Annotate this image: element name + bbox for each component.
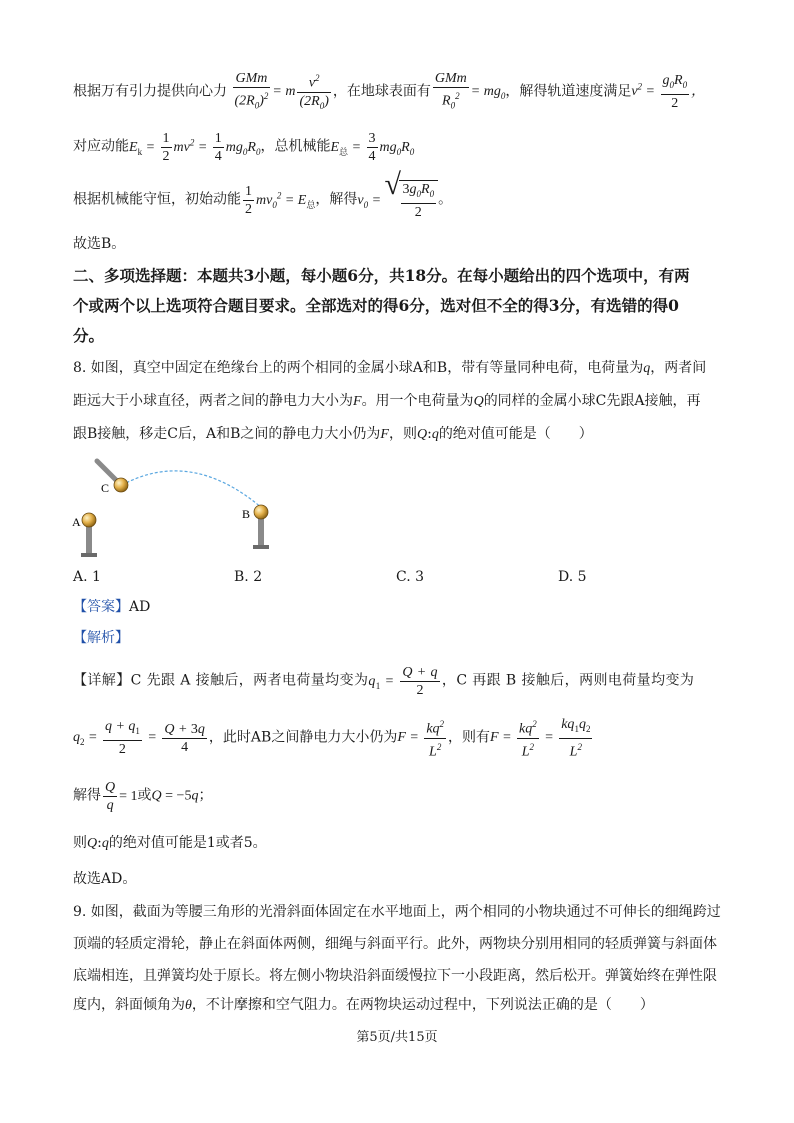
text-prefix: 根据机械能守恒，初始动能 [73, 191, 241, 208]
ball-b-stand [253, 505, 269, 549]
text-prefix: 对应动能 [73, 138, 129, 155]
detail-text: C 先跟 A 接触后，两者电荷量均变为 [130, 672, 369, 689]
dashed-arc [122, 471, 262, 508]
detail-text: ，C 再跟 B 接触后，两则电荷量均变为 [441, 672, 695, 689]
q8-text: ，则 [388, 426, 417, 442]
option-b: B. 2 [234, 569, 263, 585]
q9-line2: 顶端的轻质定滑轮，静止在斜面体两侧，细绳与斜面平行。此外，两物块分别用相同的轻质弹簧与斜面体 [73, 936, 717, 952]
q8-text: 的绝对值可能是（ ） [438, 426, 593, 442]
text-mid: ，解得 [315, 191, 358, 208]
q8-figure [70, 456, 290, 561]
solve-line: 解得 $\frac{Q}{q}$ = 1或Q = −5q； [73, 780, 213, 813]
solve-text: ； [198, 787, 213, 804]
q8-line1: 8. 如图，真空中固定在绝缘台上的两个相同的金属小球A和B，带有等量同种电荷，电荷量为q，两者间 [73, 360, 707, 376]
text-prefix: 根据万有引力提供向心力 [73, 83, 227, 100]
choice-b-line: 故选B。 [73, 236, 126, 252]
solve-text: 解得 [73, 787, 101, 804]
section-heading-line2: 个或两个以上选项符合题目要求。全部选对的得6分，选对但不全的得3分，有选错的得0 [73, 296, 679, 315]
ball-a-stand [81, 513, 97, 557]
label-c: C [101, 481, 110, 495]
solve-text: 或 [137, 787, 152, 804]
option-a: A. 1 [73, 569, 101, 585]
text-suffix: 。 [438, 191, 453, 208]
q8-text: ，两者间 [650, 360, 707, 376]
option-c: C. 3 [396, 569, 425, 585]
answer-line [73, 597, 150, 617]
q8-line2: 距远大于小球直径，两者之间的静电力大小为F。用一个电荷量为Q的同样的金属小球C先跟A接触，再 [73, 393, 701, 409]
text-mid: ，在地球表面有 [332, 83, 431, 100]
conclusion-text: 则 [73, 835, 87, 851]
solution-line-conservation: 根据机械能守恒，初始动能 $\frac{1}{2}$ $mv_0^2 = E_总$，解得$v_0$ = √ $\frac{3g_0R_0}{2}$ 。 [73, 180, 452, 221]
detail-line1: 【详解】C 先跟 A 接触后，两者电荷量均变为$q_1$ = $\frac{Q + q}{2}$ ，C 再跟 B 接触后，两则电荷量均变为 [73, 665, 695, 698]
detail-line2: $q_2$ = $\frac{q + q_1}{2}$ = $\frac{Q + 3q}{4}$ ，此时AB之间静电力大小仍为F = $\frac{kq^2}{L^2}$ ，则有F = $\frac{kq^2}{L^2}$ = $\frac{kq_1q_2}{L^2}$ [73, 717, 591, 760]
q8-text: 距远大于小球直径，两者之间的静电力大小为 [73, 393, 353, 409]
q8-line3: 跟B接触，移走C后，A和B之间的静电力大小仍为F，则Q:q的绝对值可能是（ ） [73, 426, 593, 442]
option-d: D. 5 [558, 569, 587, 585]
answer-value: AD [129, 599, 151, 615]
conclusion-line: 则Q:q的绝对值可能是1或者5。 [73, 835, 267, 851]
choice-ad-line: 故选AD。 [73, 871, 137, 887]
label-b: B [242, 507, 251, 521]
detail-text: ，则有 [448, 729, 491, 746]
label-a: A [72, 515, 81, 529]
page-footer: 第5页/共15页 [356, 1030, 438, 1045]
text-mid2: ，解得轨道速度满足 [505, 83, 632, 100]
q8-text: 跟B接触，移走C后，A和B之间的静电力大小仍为 [73, 426, 381, 442]
detail-tag: 【详解】 [73, 672, 131, 689]
q9-text: 度内，斜面倾角为 [73, 997, 185, 1013]
q9-line3: 底端相连，且弹簧均处于原长。将左侧小物块沿斜面缓慢拉下一小段距离，然后松开。弹簧始终在弹性限 [73, 968, 717, 984]
detail-text: ，此时AB之间静电力大小仍为 [208, 729, 398, 746]
section-heading-line3: 分。 [73, 326, 105, 345]
q8-text: 8. 如图，真空中固定在绝缘台上的两个相同的金属小球A和B，带有等量同种电荷，电荷量为 [73, 360, 644, 376]
answer-tag: 【答案】 [73, 599, 129, 615]
q8-text: 。用一个电荷量为 [361, 393, 474, 409]
q8-text: 的同样的金属小球C先跟A接触，再 [483, 393, 701, 409]
solution-line-gravity: 根据万有引力提供向心力 $\frac{\text{GMm}}{(2R_0)^2}$ = m $\frac{v^2}{(2R_0)}$ ，在地球表面有 $\frac{\text{GMm}}{R_0^2}$ = $mg_0$，解得轨道速度满足$v^2$ = $\frac{g_0R_0}{2}$ ， [73, 71, 706, 112]
q9-line1: 9. 如图，截面为等腰三角形的光滑斜面体固定在水平地面上，两个相同的小物块通过不可伸长的细绳跨过 [73, 904, 721, 920]
section-heading-line1: 二、多项选择题：本题共3小题，每小题6分，共18分。在每小题给出的四个选项中，有两 [73, 266, 690, 285]
analysis-tag: 【解析】 [73, 630, 129, 646]
q9-line4: 度内，斜面倾角为θ，不计摩擦和空气阻力。在两物块运动过程中，下列说法正确的是（ ） [73, 997, 654, 1013]
text-mid: ，总机械能 [260, 138, 331, 155]
conclusion-text: 的绝对值可能是1或者5。 [108, 835, 267, 851]
q9-text: ，不计摩擦和空气阻力。在两物块运动过程中，下列说法正确的是（ ） [191, 997, 654, 1013]
solution-line-energy: 对应动能$E_k$ = $\frac{1}{2}$ $mv^2$ = $\frac{1}{4}$ $mg_0R_0$，总机械能$E_总$ = $\frac{3}{4}$ $mg_0R_0$ [73, 131, 415, 164]
